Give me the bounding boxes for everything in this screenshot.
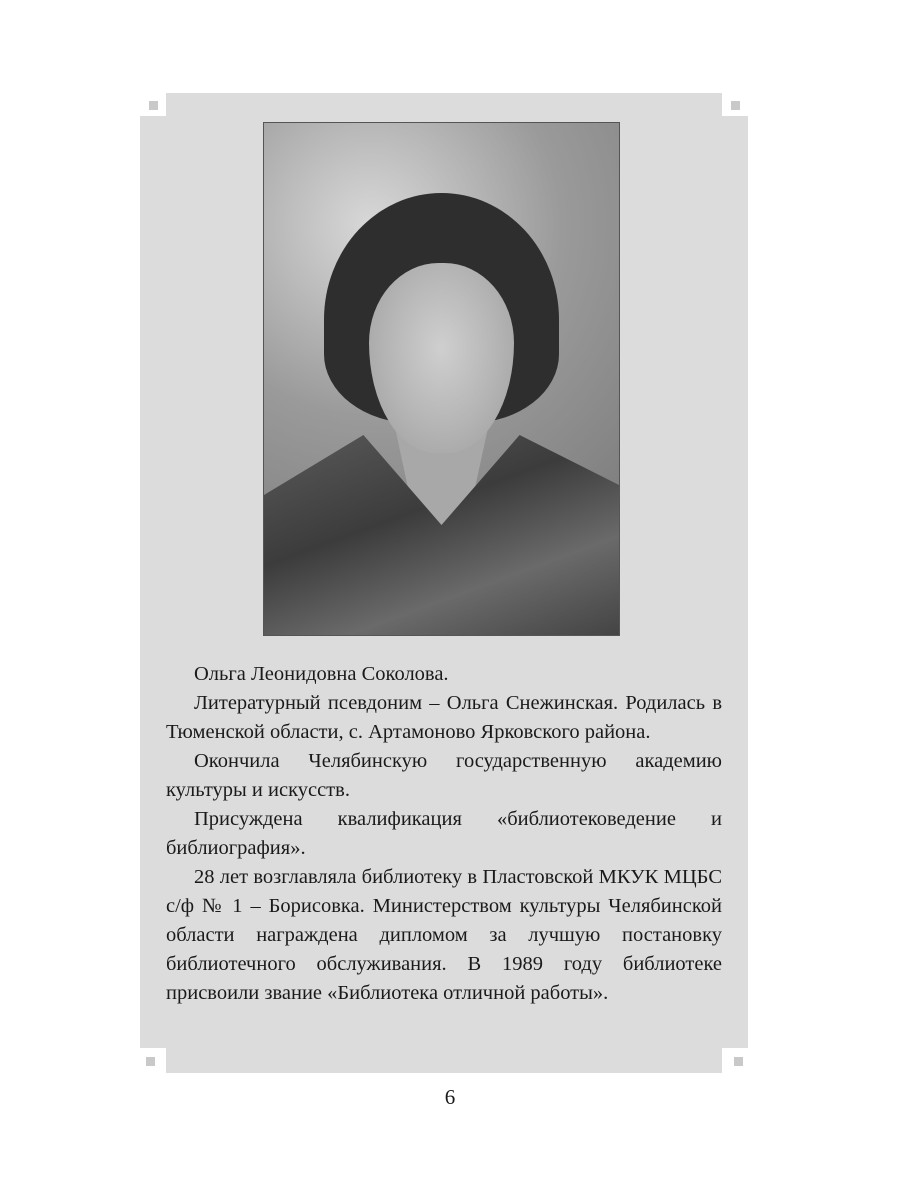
corner-ornament-bottom-left-icon [146, 1057, 155, 1066]
corner-ornament-top-left-icon [149, 101, 158, 110]
paragraph-pseudonym: Литературный псевдоним – Ольга Снежинская. Родилась в Тюменской области, с. Артамоново Ярковского района. [166, 692, 722, 743]
biography-text [166, 660, 722, 1008]
paragraph-career: 28 лет возглавляла библиотеку в Пластовской МКУК МЦБС с/ф № 1 – Борисовка. Министерством культуры Челябинской области награждена дипломом за лучшую постановку библиотечного обслуживания. В 1989 году библиотеке присвоили звание «Библиотека отличной работы». [166, 866, 722, 1004]
portrait-photo [263, 122, 620, 636]
paragraph-qualification: Присуждена квалификация «библиотековедение и библиография». [166, 808, 722, 859]
paragraph-education: Окончила Челябинскую государственную академию культуры и искусств. [166, 750, 722, 801]
corner-ornament-bottom-right-icon [734, 1057, 743, 1066]
paragraph-name: Ольга Леонидовна Соколова. [194, 663, 449, 685]
portrait-face [369, 263, 514, 453]
corner-ornament-top-right-icon [731, 101, 740, 110]
page-number: 6 [444, 1085, 456, 1109]
